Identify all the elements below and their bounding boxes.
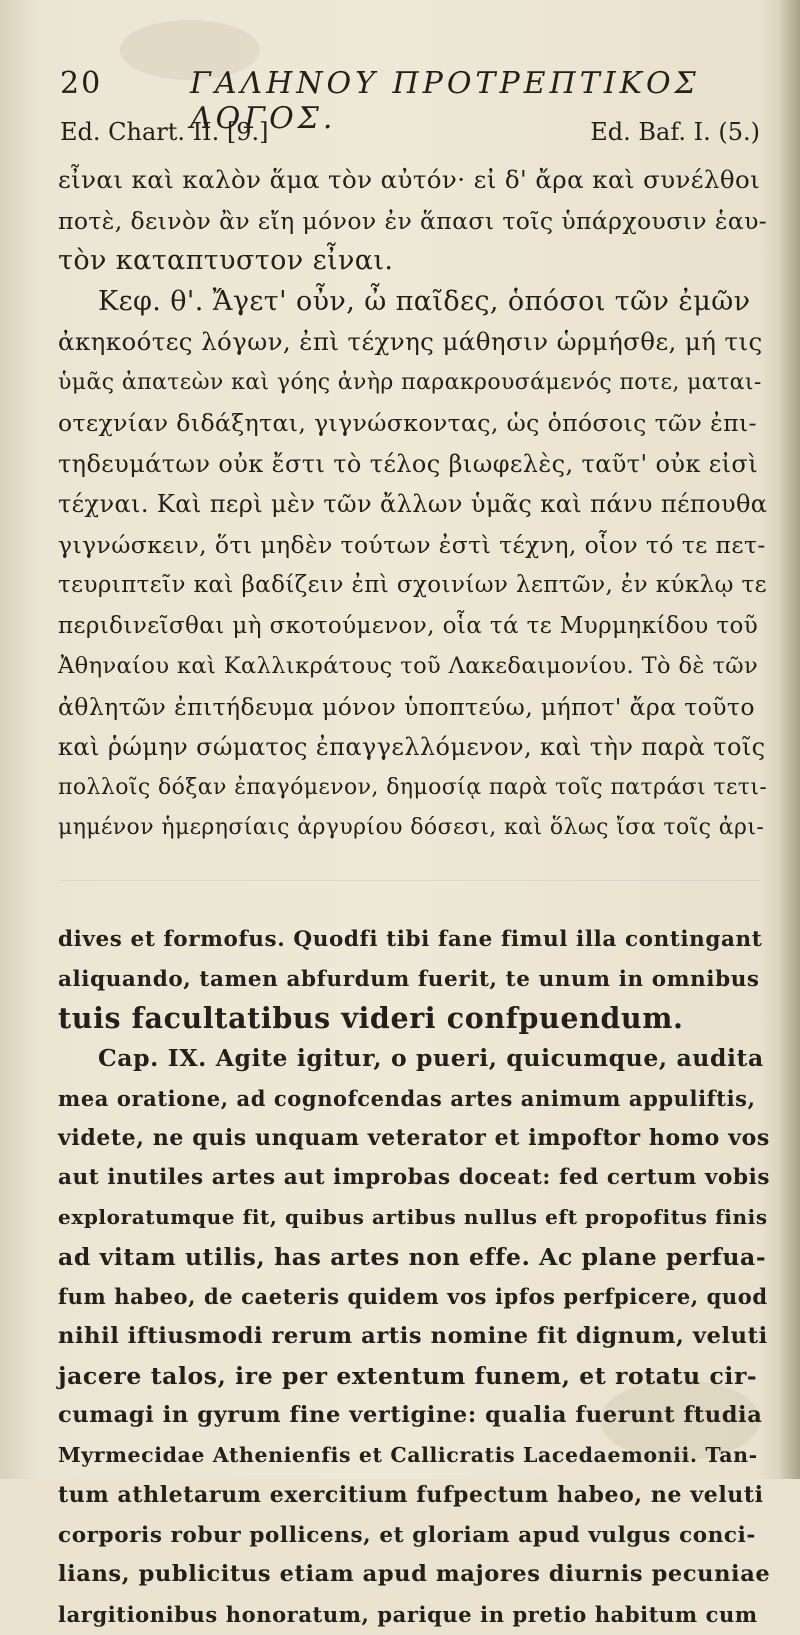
latin-line: Cap. IX. Agite igitur, o pueri, quicumque, audita [98,1044,764,1073]
section-divider [60,880,760,881]
page-number: 20 [60,66,103,101]
latin-line: exploratumque fit, quibus artibus nullus eft propofitus finis [58,1204,768,1229]
latin-line: lians, publicitus etiam apud majores diurnis pecuniae [58,1561,771,1588]
greek-line: Κεφ. θ'. Ἄγετ' οὖν, ὦ παῖδες, ὁπόσοι τῶν ἐμῶν [98,285,751,317]
latin-line: tuis facultatibus videri confpuendum. [58,1001,684,1036]
latin-line: fum habeo, de caeteris quidem vos ipfos perfpicere, quod [58,1284,768,1310]
greek-line: ὑμᾶς ἀπατεὼν καὶ γόης ἀνὴρ παρακρουσάμενός ποτε, μαται- [58,369,762,395]
greek-line: τέχναι. Καὶ περὶ μὲν τῶν ἄλλων ὑμᾶς καὶ πάνυ πέπουθα [58,490,768,518]
greek-line: τευριπτεῖν καὶ βαδίζειν ἐπὶ σχοινίων λεπτῶν, ἐν κύκλῳ τε [58,572,767,598]
greek-line: τηδευμάτων οὐκ ἔστι τὸ τέλος βιωφελὲς, ταῦτ' οὐκ εἰσὶ [58,449,759,478]
latin-line: cumagi in gyrum fine vertigine: qualia fuerunt ftudia [58,1402,763,1429]
greek-text-block [58,160,768,849]
page-edge-shadow [778,0,800,1479]
latin-line: mea oratione, ad cognofcendas artes animum appuliftis, [58,1085,756,1111]
greek-line: ποτὲ, δεινὸν ἂν εἴη μόνον ἐν ἅπασι τοῖς ὑπάρχουσιν ἑαυ- [58,206,768,235]
greek-line: Ἀθηναίου καὶ Καλλικράτους τοῦ Λακεδαιμονίου. Τὸ δὲ τῶν [58,653,759,679]
latin-line: tum athletarum exercitium fufpectum habeo, ne veluti [58,1481,764,1508]
latin-line: aut inutiles artes aut improbas doceat: fed certum vobis [58,1165,771,1191]
latin-line: largitionibus honoratum, parique in pretio habitum cum [58,1601,758,1627]
edition-left: Ed. Chart. II. [9.] [60,118,269,146]
edition-references [60,118,760,152]
latin-line: aliquando, tamen abfurdum fuerit, te unum in omnibus [58,966,760,992]
greek-line: εἶναι καὶ καλὸν ἅμα τὸν αὐτόν· εἰ δ' ἄρα καὶ συνέλθοι [58,165,761,194]
greek-line: οτεχνίαν διδάξηται, γιγνώσκοντας, ὡς ὁπόσοις τῶν ἐπι- [58,409,757,437]
greek-line: πολλοῖς δόξαν ἐπαγόμενον, δημοσίᾳ παρὰ τοῖς πατράσι τετι- [58,774,768,800]
greek-line: μημένον ἡμερησίαις ἀργυρίου δόσεσι, καὶ ὅλως ἴσα τοῖς ἀρι- [58,815,765,840]
greek-line: γιγνώσκειν, ὅτι μηδὲν τούτων ἐστὶ τέχνη, οἷον τό τε πετ- [58,530,766,559]
greek-line: τὸν καταπτυστον εἶναι. [58,245,394,276]
running-title: ΓΑΛΗΝΟΥ ΠΡΟΤΡΕΠΤΙΚΟΣ ΛΟΓΟΣ. [190,66,700,136]
latin-line: dives et formofus. Quodfi tibi fane fimul illa contingant [58,927,763,952]
greek-line: περιδινεῖσθαι μὴ σκοτούμενον, οἷα τά τε Μυρμηκίδου τοῦ [58,612,759,639]
latin-line: corporis robur pollicens, et gloriam apud vulgus conci- [58,1522,756,1548]
greek-line: ἀθλητῶν ἐπιτήδευμα μόνον ὑποπτεύω, μήποτ' ἄρα τοῦτο [58,692,755,721]
greek-line: καὶ ῥώμην σώματος ἐπαγγελλόμενον, καὶ τὴν παρὰ τοῖς [58,733,766,761]
latin-line: videte, ne quis unquam veterator et impoftor homo vos [58,1124,770,1151]
edition-right: Ed. Baf. I. (5.) [590,118,760,146]
latin-line: ad vitam utilis, has artes non effe. Ac plane perfua- [58,1242,767,1271]
latin-text-block [58,920,770,1635]
latin-line: Myrmecidae Athenienfis et Callicratis Lacedaemonii. Tan- [58,1443,758,1468]
greek-line: ἀκηκοότες λόγων, ἐπὶ τέχνης μάθησιν ὡρμήσθε, μή τις [58,327,763,356]
latin-line: jacere talos, ire per extentum funem, et rotatu cir- [58,1361,758,1390]
latin-line: nihil iftiusmodi rerum artis nomine fit dignum, veluti [58,1323,768,1350]
